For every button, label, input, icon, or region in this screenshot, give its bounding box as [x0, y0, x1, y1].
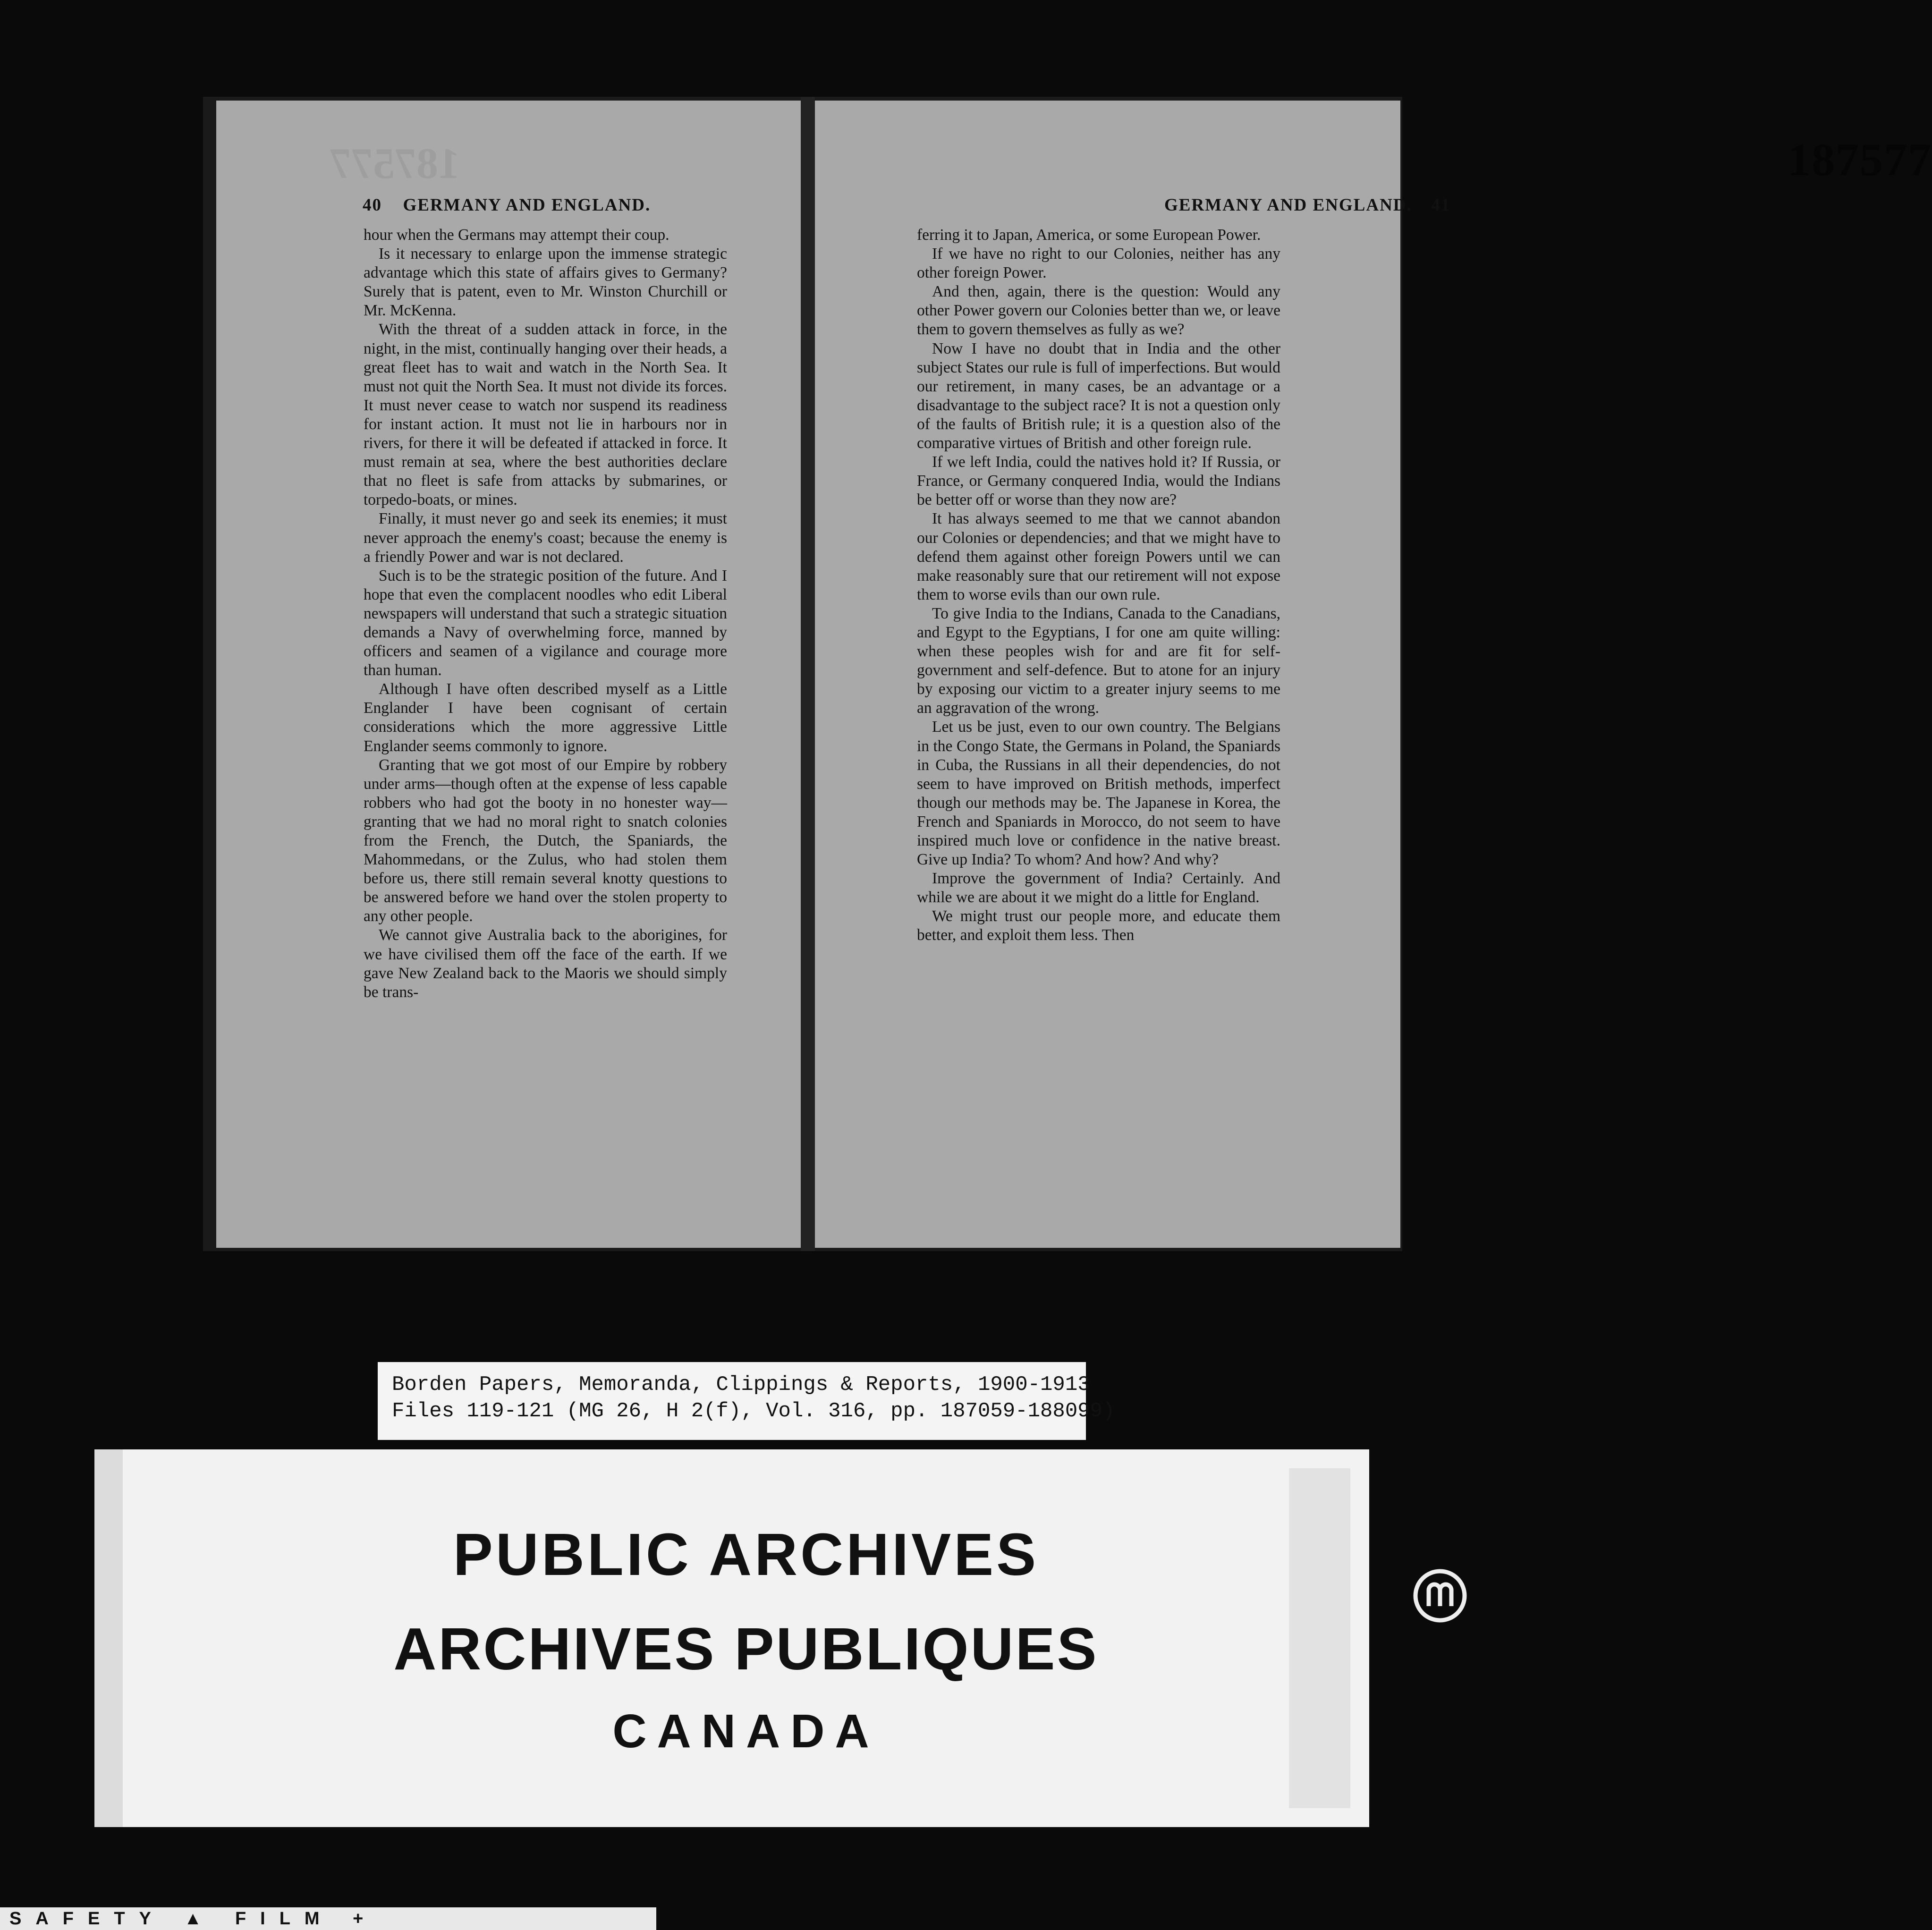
archive-title-french: ARCHIVES PUBLIQUES	[393, 1616, 1099, 1682]
left-page	[216, 101, 801, 1248]
paragraph: And then, again, there is the question: Would any other Power govern our Colonies better than we, or leave them to govern themselves as fully as we?	[917, 283, 1280, 339]
paragraph: With the threat of a sudden attack in force, in the night, in the mist, continually hanging over their heads, a great fleet has to wait and watch in the North Sea. It must not quit the North Sea. It must not divide its forces. It must never cease to watch nor suspend its readiness for instant action. It must not lie in harbours nor in rivers, for there it will be defeated if attacked in force. It must remain at sea, where the best authorities declare that no fleet is safe from attacks by submarines, or torpedo-boats, or mines.	[364, 321, 727, 509]
collection-label-line1: Borden Papers, Memoranda, Clippings & Reports, 1900-1913	[392, 1373, 1090, 1397]
paragraph: hour when the Germans may attempt their coup.	[364, 226, 669, 244]
paragraph: If we have no right to our Colonies, neither has any other foreign Power.	[917, 245, 1280, 282]
right-page-number: 41	[1431, 195, 1451, 215]
paragraph: It has always seemed to me that we cannot abandon our Colonies or dependencies; and that we might have to defend them against other foreign Powers until we can make reasonably sure that our retirement will not expose them to worse evils than our own rule.	[917, 510, 1280, 603]
collection-label	[378, 1362, 1115, 1440]
paragraph: We cannot give Australia back to the aborigines, for we have civilised them off the face of the earth. If we gave New Zealand back to the Maoris we should simply be trans-	[364, 926, 727, 1001]
archive-country: CANADA	[612, 1705, 880, 1758]
bleed-through-stamp: 187577	[330, 139, 460, 187]
paragraph: Such is to be the strategic position of the future. And I hope that even the complacent noodles who edit Liberal newspapers will understand that such a strategic situation demands a Navy of overwhelming force, manned by officers and seamen of a vigilance and courage more than human.	[364, 567, 727, 679]
right-running-title: GERMANY AND ENGLAND.	[1164, 195, 1412, 215]
open-book	[203, 97, 1932, 1251]
book-gutter	[801, 97, 815, 1251]
archive-title-english: PUBLIC ARCHIVES	[453, 1521, 1039, 1588]
paragraph: We might trust our people more, and educate them better, and exploit them less. Then	[917, 907, 1280, 944]
collection-label-line2: Files 119-121 (MG 26, H 2(f), Vol. 316, pp. 187059-188099)	[392, 1399, 1115, 1423]
paragraph: Improve the government of India? Certainly. And while we are about it we might do a little for England.	[917, 870, 1280, 906]
archive-number-stamp: 187577	[1788, 135, 1932, 186]
right-body-text	[917, 226, 1280, 945]
paragraph: Let us be just, even to our own country. The Belgians in the Congo State, the Germans in Poland, the Spaniards in Cuba, the Russians in all their dependencies, do not seem to have improved on British methods, imperfect though our methods may be. The Japanese in Korea, the French and Spaniards in Morocco, do not seem to have inspired much love or confidence in the native breast. Give up India? To whom? And how? And why?	[917, 718, 1280, 869]
paragraph: Granting that we got most of our Empire by robbery under arms—though often at the expense of less capable robbers who had got the booty in no honester way—granting that we had no moral right to snatch colonies from the French, the Dutch, the Spaniards, the Mahommedans, or the Zulus, who had stolen them before us, there still remain several knotty questions to be answered before we hand over the stolen property to any other people.	[364, 756, 727, 925]
paragraph: To give India to the Indians, Canada to the Canadians, and Egypt to the Egyptians, I for one am quite willing: when these peoples wish for and are fit for self-government and self-defence. But to atone for an injury by exposing our victim to a greater injury seems to me an aggravation of the wrong.	[917, 604, 1280, 717]
paragraph: If we left India, could the natives hold it? If Russia, or France, or Germany conquered India, would the Indians be better off or worse than they now are?	[917, 453, 1280, 509]
right-running-head	[1164, 195, 1450, 215]
left-running-head	[363, 195, 651, 215]
right-page	[815, 101, 1932, 1248]
left-page-number: 40	[363, 195, 382, 215]
archives-logo-icon	[1412, 1567, 1468, 1624]
left-running-title: GERMANY AND ENGLAND.	[403, 195, 651, 215]
film-edge-marking: SAFETY ▲ FILM +	[0, 1907, 656, 1930]
archive-target-card	[94, 1449, 1369, 1827]
paragraph: Is it necessary to enlarge upon the immense strategic advantage which this state of affairs gives to Germany? Surely that is patent, even to Mr. Winston Churchill or Mr. McKenna.	[364, 245, 727, 320]
left-body-text	[364, 226, 727, 1002]
paragraph: Although I have often described myself as a Little Englander I have been cognisant of certain considerations which the more aggressive Little Englander seems commonly to ignore.	[364, 680, 727, 755]
paragraph: ferring it to Japan, America, or some European Power.	[917, 226, 1261, 244]
paragraph: Finally, it must never go and seek its enemies; it must never approach the enemy's coast; because the enemy is a friendly Power and war is not declared.	[364, 510, 727, 566]
paragraph: Now I have no doubt that in India and the other subject States our rule is full of imperfections. But would our retirement, in many cases, be an advantage or a disadvantage to the subject race? It is not a question only of the faults of British rule; it is a question also of the comparative virtues of British and other foreign rule.	[917, 339, 1280, 452]
